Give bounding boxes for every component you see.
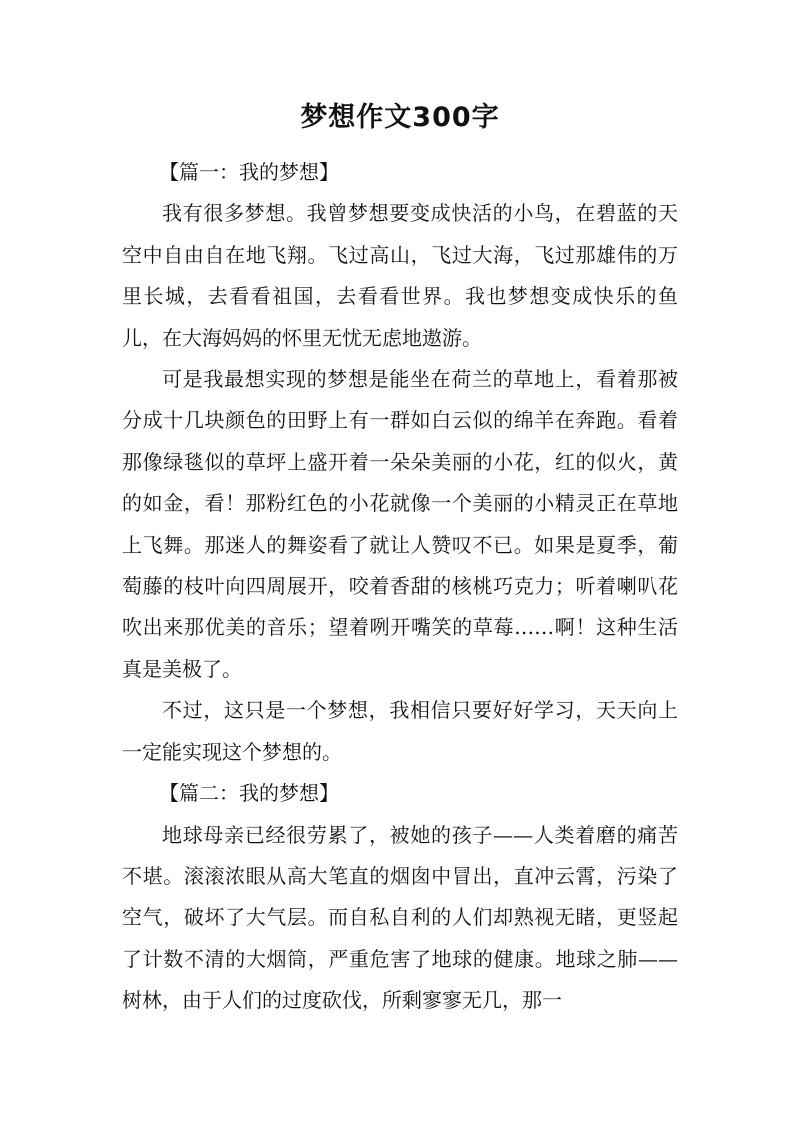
document-body: [122, 152, 678, 1022]
paragraph: 我有很多梦想。我曾梦想要变成快活的小鸟，在碧蓝的天空中自由自在地飞翔。飞过高山，飞过大海，飞过那雄伟的万里长城，去看看祖国，去看看世界。我也梦想变成快乐的鱼儿，在大海妈妈的怀里无忧无虑地遨游。: [122, 201, 678, 350]
paragraph: 不过，这只是一个梦想，我相信只要好好学习，天天向上一定能实现这个梦想的。: [122, 698, 678, 764]
section-heading-1: 【篇一：我的梦想】: [159, 160, 339, 184]
page-title: 梦想作文300字: [300, 102, 500, 133]
paragraph: 可是我最想实现的梦想是能坐在荷兰的草地上，看着那被分成十几块颜色的田野上有一群如白云似的绵羊在奔跑。看着那像绿毯似的草坪上盛开着一朵朵美丽的小花，红的似火，黄的如金，看！那粉红色的小花就像一个美丽的小精灵正在草地上飞舞。那迷人的舞姿看了就让人赞叹不已。如果是夏季，葡萄藤的枝叶向四周展开，咬着香甜的核桃巧克力；听着喇叭花吹出来那优美的音乐；望着咧开嘴笑的草莓……啊！这种生活真是美极了。: [122, 367, 678, 681]
paragraph: 地球母亲已经很劳累了，被她的孩子——人类着磨的痛苦不堪。滚滚浓眼从高大笔直的烟囱中冒出，直冲云霄，污染了空气，破坏了大气层。而自私自利的人们却熟视无睹，更竖起了计数不清的大烟筒，严重危害了地球的健康。地球之肺——树林，由于人们的过度砍伐，所剩寥寥无几，那一: [122, 822, 678, 1013]
section-heading-2: 【篇二：我的梦想】: [159, 781, 339, 806]
